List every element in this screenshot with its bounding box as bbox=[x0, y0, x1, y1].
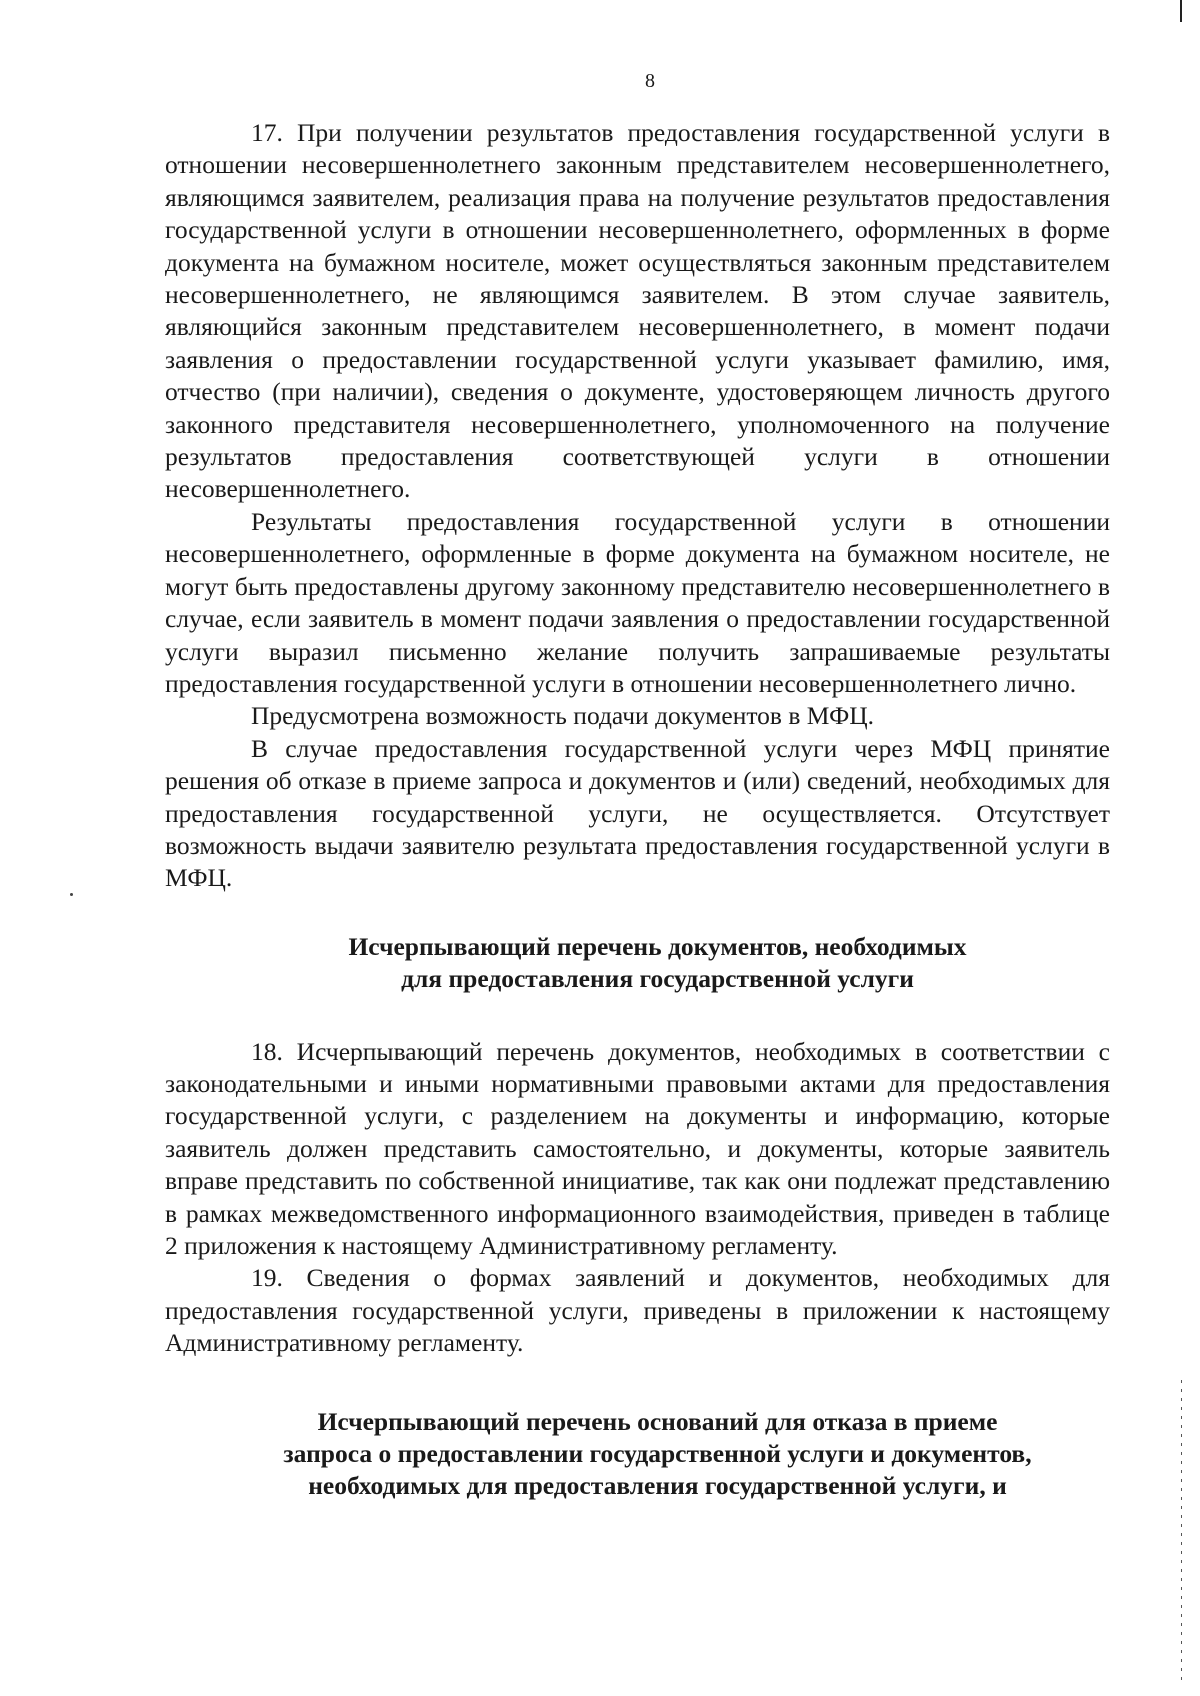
paragraph-mfc-details: В случае предоставления государственной услуги через МФЦ принятие решения об отказе в приеме запроса и документов и (или) сведений, необходимых для предоставления государственной услуги, не осуществляется. Отсутствует возможность выдачи заявителю результата предоставления государственной услуги в МФЦ. bbox=[165, 733, 1110, 893]
paragraph-results: Результаты предоставления государственной услуги в отношении несовершеннолетнего, оформленные в форме документа на бумажном носителе, не могут быть предоставлены другому законному представителю несовершеннолетнего в случае, если заявитель в момент подачи заявления о предоставлении государственной услуги выразил письменно желание получить запрашиваемые результаты предоставления государственной услуги в отношении несовершеннолетнего лично. bbox=[165, 506, 1110, 698]
page-number: 8 bbox=[645, 70, 655, 92]
scan-speck bbox=[70, 893, 73, 896]
heading-line: необходимых для предоставления государственной услуги, и bbox=[308, 1471, 1007, 1501]
heading-line: для предоставления государственной услуги bbox=[401, 964, 914, 994]
paragraph-19: 19. Сведения о формах заявлений и документов, необходимых для предоставления государственной услуги, приведены в приложении к настоящему Административному регламенту. bbox=[165, 1263, 1110, 1358]
section-heading-documents bbox=[165, 931, 1110, 996]
document-body bbox=[165, 117, 1110, 1503]
scan-edge-mark bbox=[1180, 0, 1182, 22]
heading-line: запроса о предоставлении государственной услуги и документов, bbox=[283, 1439, 1032, 1469]
heading-line: Исчерпывающий перечень оснований для отказа в приеме bbox=[317, 1406, 998, 1436]
paragraph-17: 17. При получении результатов предоставления государственной услуги в отношении несовершеннолетнего законным представителем несовершеннолетнего, являющимся заявителем, реализация права на получение результатов предоставления государственной услуги в отношении несовершеннолетнего, оформленных в форме документа на бумажном носителе, может осуществляться законным представителем несовершеннолетнего, не являющимся заявителем. В этом случае заявитель, являющийся законным представителем несовершеннолетнего, в момент подачи заявления о предоставлении государственной услуги указывает фамилию, имя, отчество (при наличии), сведения о документе, удостоверяющем личность другого законного представителя несовершеннолетнего, уполномоченного на получение результатов предоставления соответствующей услуги в отношении несовершеннолетнего. bbox=[165, 118, 1110, 504]
heading-line: Исчерпывающий перечень документов, необходимых bbox=[348, 931, 967, 961]
paragraph-mfc-option: Предусмотрена возможность подачи документов в МФЦ. bbox=[251, 701, 875, 731]
section-heading-refusal-grounds bbox=[165, 1406, 1110, 1503]
paragraph-18: 18. Исчерпывающий перечень документов, необходимых в соответствии с законодательными и иными нормативными правовыми актами для предоставления государственной услуги, с разделением на документы и информацию, которые заявитель должен представить самостоятельно, и документы, которые заявитель вправе представить по собственной инициативе, так как они подлежат представлению в рамках межведомственного информационного взаимодействия, приведен в таблице 2 приложения к настоящему Административному регламенту. bbox=[165, 1036, 1110, 1260]
scan-edge-dotted-mark bbox=[1181, 1380, 1182, 1680]
